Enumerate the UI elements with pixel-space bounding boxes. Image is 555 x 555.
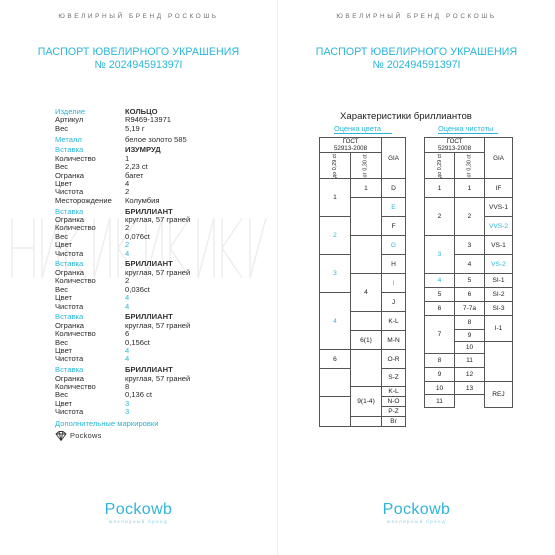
stone-name: БРИЛЛИАНТ (125, 259, 173, 269)
stone-attribute-row (55, 197, 270, 205)
stone-attribute-row (55, 163, 270, 171)
passport-title-right: ПАСПОРТ ЮВЕЛИРНОГО УКРАШЕНИЯ (315, 46, 518, 58)
stone-attribute-value: 3 (125, 407, 130, 417)
grade-row (320, 179, 406, 198)
gia-grade: N-O (382, 397, 406, 407)
brand-logo: Pockowb (104, 501, 173, 518)
stone-attribute-value: 0,156ct (125, 337, 150, 347)
stone-attribute-row (55, 355, 270, 363)
clarity-grade-table (424, 137, 513, 408)
range-small-header: до 0,29 ct (425, 153, 455, 179)
stone-attribute-value: 4 (125, 345, 130, 355)
stone-label: Вставка (55, 259, 84, 269)
stone-attribute-label: Вес (55, 390, 69, 400)
stone-attribute-label: Цвет (55, 293, 73, 303)
stone-attribute-row (55, 233, 270, 241)
stone-attribute-row (55, 330, 270, 338)
stone-label: Вставка (55, 145, 84, 155)
brand-logo-right: Pockowb (382, 501, 451, 518)
gost-large-grade: 9 (455, 330, 485, 342)
gia-grade: IF (485, 179, 513, 198)
weight-label: Вес (55, 123, 69, 133)
gia-grade: VVS-1 (485, 198, 513, 217)
grade-row (425, 316, 513, 330)
grade-row (425, 198, 513, 217)
stone-attribute-label: Вес (55, 284, 69, 294)
gost-small-grade: 9 (425, 368, 455, 382)
grade-row (425, 382, 513, 395)
gost-small-grade (320, 397, 351, 427)
stone-attribute-label: Огранка (55, 170, 85, 180)
stone-attribute-label: Цвет (55, 179, 73, 189)
mini-brand-mark (55, 430, 270, 441)
stone-label: Вставка (55, 312, 84, 322)
gia-grade: VVS-2 (485, 217, 513, 236)
stone-name: БРИЛЛИАНТ (125, 206, 173, 216)
gia-grade: K-L (382, 312, 406, 331)
weight-value: 5,19 г (125, 123, 145, 133)
stone-attribute-row (55, 172, 270, 180)
stone-name: БРИЛЛИАНТ (125, 365, 173, 375)
gia-grade: H (382, 255, 406, 274)
stone-attribute-value: 4 (125, 354, 130, 364)
stone-attribute-value: 0,076ct (125, 231, 150, 241)
gost-small-grade: 6 (425, 302, 455, 316)
gost-large-grade: 1 (455, 179, 485, 198)
gost-small-grade: 3 (320, 255, 351, 293)
grade-row (425, 302, 513, 316)
stone-attribute-value: Колумбия (125, 195, 160, 205)
stone-attribute-value: 2 (125, 187, 130, 197)
stone-attribute-value: 4 (125, 179, 130, 189)
gia-grade: G (382, 236, 406, 255)
weight-row (55, 125, 270, 133)
gia-grade: I (382, 274, 406, 293)
stone-attribute-row (55, 400, 270, 408)
gost-header: ГОСТ 52913-2008 (320, 138, 382, 153)
stone-attribute-label: Количество (55, 153, 96, 163)
stone-attribute-value: 4 (125, 248, 130, 258)
gia-grade: E (382, 198, 406, 217)
metal-row (55, 136, 270, 144)
stone-name: БРИЛЛИАНТ (125, 312, 173, 322)
gia-grade: SI-1 (485, 274, 513, 288)
right-page (278, 0, 555, 555)
metal-label: Металл (55, 134, 82, 144)
gia-grade: K-L (382, 387, 406, 397)
stone-attribute-row (55, 224, 270, 232)
brand-tagline: ювелирный бренд (108, 519, 169, 524)
product-spec (55, 108, 270, 441)
stone-attribute-row (55, 241, 270, 249)
gost-small-grade: 3 (425, 236, 455, 274)
gost-small-grade: 5 (425, 288, 455, 302)
stone-attribute-label: Огранка (55, 373, 85, 383)
stone-attribute-label: Цвет (55, 240, 73, 250)
gost-small-grade: 4 (425, 274, 455, 288)
stone-attribute-value: 4 (125, 301, 130, 311)
gia-grade: M-N (382, 331, 406, 350)
stone-attribute-label: Чистота (55, 354, 84, 364)
clarity-subtitle-underline (438, 133, 498, 134)
stone-attribute-label: Чистота (55, 187, 84, 197)
gost-large-grade: 6(1) (351, 331, 382, 350)
range-large-header: от 0,30 ct (351, 153, 382, 179)
stone-attribute-label: Количество (55, 276, 96, 286)
article-label: Артикул (55, 115, 84, 125)
stone-attribute-row (55, 250, 270, 258)
product-label: Изделие (55, 107, 86, 116)
stone-attribute-value: круглая, 57 граней (125, 320, 191, 330)
gost-large-grade: 13 (455, 382, 485, 395)
gia-header: GIA (485, 138, 513, 179)
stone-attribute-row (55, 303, 270, 311)
stone-attribute-value: круглая, 57 граней (125, 267, 191, 277)
gost-large-grade: 7-7a (455, 302, 485, 316)
gost-large-grade (351, 198, 382, 236)
stone-attribute-value: 1 (125, 153, 130, 163)
stone-attribute-value: багет (125, 170, 144, 180)
gost-large-grade (351, 417, 382, 427)
article-value: R9469-13971 (125, 115, 172, 125)
gost-large-grade: 9(1-4) (351, 387, 382, 417)
stone-attribute-label: Огранка (55, 320, 85, 330)
stone-attribute-value: круглая, 57 граней (125, 215, 191, 225)
brand-line-right: ЮВЕЛИРНЫЙ БРЕНД РОСКОШЬ (336, 13, 497, 20)
grade-row (425, 179, 513, 198)
gia-grade: D (382, 179, 406, 198)
gost-large-grade: 1 (351, 179, 382, 198)
stones-list (55, 146, 270, 419)
gost-small-grade: 4 (320, 293, 351, 350)
stone-attribute-label: Вес (55, 337, 69, 347)
stone-attribute-label: Цвет (55, 398, 73, 408)
gost-small-grade: 2 (320, 217, 351, 255)
characteristics-title: Характеристики бриллиантов (340, 111, 472, 122)
gost-small-grade: 1 (320, 179, 351, 217)
gost-large-grade: 4 (455, 255, 485, 274)
stone-attribute-label: Вес (55, 231, 69, 241)
stone-attribute-label: Огранка (55, 215, 85, 225)
gia-grade: VS-1 (485, 236, 513, 255)
metal-value: белое золото 585 (125, 134, 187, 144)
range-large-header: от 0,30 ct (455, 153, 485, 179)
gost-large-grade: 4 (351, 274, 382, 312)
passport-number-right: № 202494591397I (372, 59, 461, 71)
gost-large-grade (351, 236, 382, 274)
grade-row (425, 274, 513, 288)
stone-attribute-row (55, 155, 270, 163)
stone-attribute-value: 2,23 ct (125, 162, 148, 172)
gost-small-grade (320, 369, 351, 397)
stone-attribute-label: Месторождение (55, 195, 112, 205)
stone-attribute-value: 0,036ct (125, 284, 150, 294)
stone-attribute-value: 0,136 ct (125, 390, 153, 400)
stone-attribute-row (55, 339, 270, 347)
gost-small-grade: 7 (425, 316, 455, 354)
color-grade-table (319, 137, 406, 427)
gost-large-grade: 10 (455, 342, 485, 354)
color-grade-subtitle: Оценка цвета (334, 124, 382, 133)
gost-small-grade: 8 (425, 354, 455, 368)
clarity-grade-subtitle: Оценка чистоты (438, 124, 494, 133)
stone-label: Вставка (55, 365, 84, 375)
stone-attribute-row (55, 180, 270, 188)
stone-attribute-value: 2 (125, 223, 130, 233)
gia-grade: I-1 (485, 316, 513, 342)
gost-large-grade: 6 (455, 288, 485, 302)
gia-grade: O-R (382, 350, 406, 369)
stone-attribute-label: Чистота (55, 301, 84, 311)
stone-attribute-row (55, 294, 270, 302)
gost-large-grade: 3 (455, 236, 485, 255)
stone-attribute-row (55, 347, 270, 355)
extra-markings-label: Дополнительные маркировки (55, 418, 159, 428)
gost-large-grade: 12 (455, 368, 485, 382)
grade-row (320, 350, 406, 369)
gost-large-grade (351, 312, 382, 331)
gost-large-grade: 8 (455, 316, 485, 330)
diamond-icon (55, 431, 67, 441)
gia-grade: F (382, 217, 406, 236)
article-row (55, 116, 270, 124)
stone-attribute-label: Цвет (55, 345, 73, 355)
gia-grade: Br (382, 417, 406, 427)
stone-attribute-row (55, 286, 270, 294)
stone-attribute-value: 8 (125, 381, 130, 391)
gia-grade: REJ (485, 382, 513, 408)
gost-large-grade: 2 (455, 198, 485, 236)
stone-attribute-value: круглая, 57 граней (125, 373, 191, 383)
gia-grade: SI-2 (485, 288, 513, 302)
gost-small-grade: 10 (425, 382, 455, 395)
gia-header: GIA (382, 138, 406, 179)
stone-attribute-label: Чистота (55, 248, 84, 258)
stone-attribute-value: 2 (125, 240, 130, 250)
passport-title: ПАСПОРТ ЮВЕЛИРНОГО УКРАШЕНИЯ (37, 46, 240, 58)
gia-grade: S-Z (382, 369, 406, 387)
brand-tagline-right: ювелирный бренд (386, 519, 447, 524)
brand-line: ЮВЕЛИРНЫЙ БРЕНД РОСКОШЬ (58, 13, 219, 20)
grade-row (425, 236, 513, 255)
passport-number: № 202494591397I (94, 59, 183, 71)
product-value: КОЛЬЦО (125, 107, 158, 116)
stone-attribute-label: Количество (55, 223, 96, 233)
gia-grade: P-Z (382, 407, 406, 417)
stone-attribute-row (55, 408, 270, 416)
range-small-header: до 0,29 ct (320, 153, 351, 179)
gia-grade: SI-3 (485, 302, 513, 316)
gia-grade (485, 342, 513, 382)
stone-attribute-label: Количество (55, 381, 96, 391)
stone-attribute-label: Вес (55, 162, 69, 172)
grade-row (425, 288, 513, 302)
gost-large-grade (351, 350, 382, 387)
stone-attribute-value: 4 (125, 293, 130, 303)
gia-grade: J (382, 293, 406, 312)
gost-small-grade: 1 (425, 179, 455, 198)
gia-grade: VS-2 (485, 255, 513, 274)
gost-large-grade: 11 (455, 354, 485, 368)
stone-name: ИЗУМРУД (125, 145, 161, 155)
stone-attribute-row (55, 383, 270, 391)
gost-header: ГОСТ 52913-2008 (425, 138, 485, 153)
mini-logo-text: Pockows (70, 430, 102, 440)
stone-attribute-row (55, 277, 270, 285)
stone-attribute-label: Чистота (55, 407, 84, 417)
left-page (0, 0, 277, 555)
stone-attribute-value: 2 (125, 276, 130, 286)
stone-attribute-label: Количество (55, 329, 96, 339)
gost-small-grade: 2 (425, 198, 455, 236)
gost-large-grade: 5 (455, 274, 485, 288)
stone-attribute-label: Огранка (55, 267, 85, 277)
stone-label: Вставка (55, 206, 84, 216)
stone-attribute-row (55, 391, 270, 399)
gost-small-grade: 6 (320, 350, 351, 369)
stone-attribute-value: 3 (125, 398, 130, 408)
gost-small-grade: 11 (425, 395, 455, 408)
stone-attribute-value: 6 (125, 329, 130, 339)
color-subtitle-underline (334, 133, 392, 134)
